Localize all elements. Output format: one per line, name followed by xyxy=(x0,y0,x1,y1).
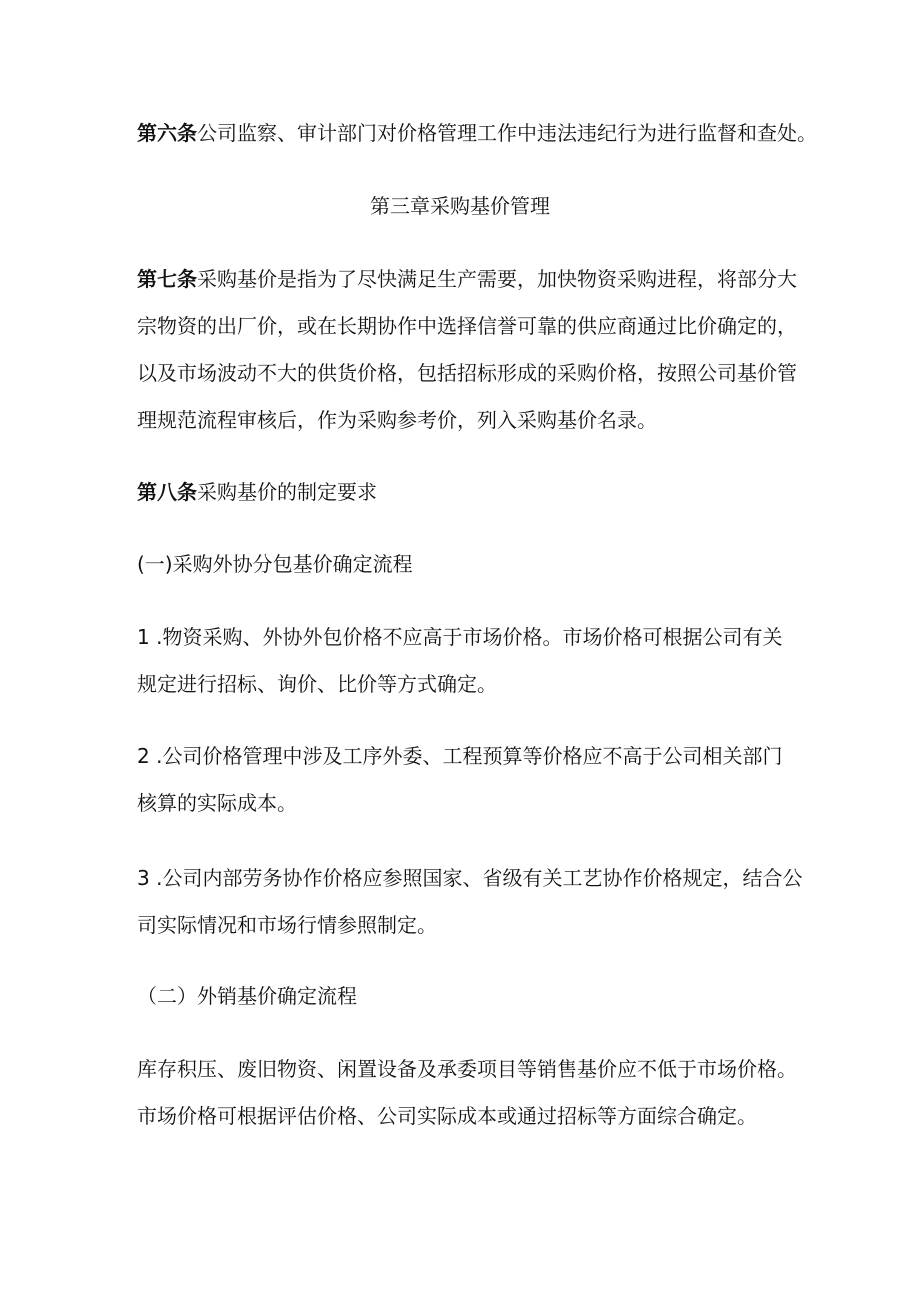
section-1-heading xyxy=(137,541,817,588)
sales-paragraph xyxy=(137,1046,817,1140)
article-7-text-1: 采购基价是指为了尽快满足生产需要，加快物资采购进程，将部分大 xyxy=(197,267,797,291)
article-6-line xyxy=(137,110,817,157)
article-7-line-2: 宗物资的出厂价，或在长期协作中选择信誉可靠的供应商通过比价确定的， xyxy=(137,314,797,338)
item-1-line-1: 1 .物资采购、外协外包价格不应高于市场价格。市场价格可根据公司有关 xyxy=(137,625,783,649)
section-2-heading xyxy=(137,973,817,1020)
sales-line-2: 市场价格可根据评估价格、公司实际成本或通过招标等方面综合确定。 xyxy=(137,1104,757,1128)
article-6-paragraph xyxy=(137,110,817,157)
item-2-line-2: 核算的实际成本。 xyxy=(137,791,297,815)
article-7-paragraph xyxy=(137,256,817,444)
item-3-paragraph xyxy=(137,855,817,949)
sales-line-1: 库存积压、废旧物资、闲置设备及承委项目等销售基价应不低于市场价格。 xyxy=(137,1057,797,1081)
article-7-line-4: 理规范流程审核后，作为采购参考价，列入采购基价名录。 xyxy=(137,408,657,432)
item-1-paragraph xyxy=(137,614,817,708)
item-3-line-1: 3 .公司内部劳务协作价格应参照国家、省级有关工艺协作价格规定，结合公 xyxy=(137,866,803,890)
article-8-label: 第八条 xyxy=(137,480,197,504)
article-6-text: 公司监察、审计部门对价格管理工作中违法违纪行为进行监督和查处。 xyxy=(197,121,817,145)
item-3-line-2: 司实际情况和市场行情参照制定。 xyxy=(137,913,437,937)
section-2-title: （二）外销基价确定流程 xyxy=(137,984,357,1008)
chapter-3-heading: 第三章采购基价管理 xyxy=(370,194,550,218)
article-7-label: 第七条 xyxy=(137,267,197,291)
article-7-line-3: 以及市场波动不大的供货价格，包括招标形成的采购价格，按照公司基价管 xyxy=(137,361,797,385)
article-8-paragraph xyxy=(137,469,817,516)
section-1-title: (一)采购外协分包基价确定流程 xyxy=(137,552,413,576)
item-2-paragraph xyxy=(137,733,817,827)
item-1-line-2: 规定进行招标、询价、比价等方式确定。 xyxy=(137,672,497,696)
article-7-line-1 xyxy=(137,256,817,303)
article-6-label: 第六条 xyxy=(137,121,197,145)
article-8-line xyxy=(137,469,817,516)
article-8-text: 采购基价的制定要求 xyxy=(197,480,377,504)
item-2-line-1: 2 .公司价格管理中涉及工序外委、工程预算等价格应不高于公司相关部门 xyxy=(137,744,783,768)
